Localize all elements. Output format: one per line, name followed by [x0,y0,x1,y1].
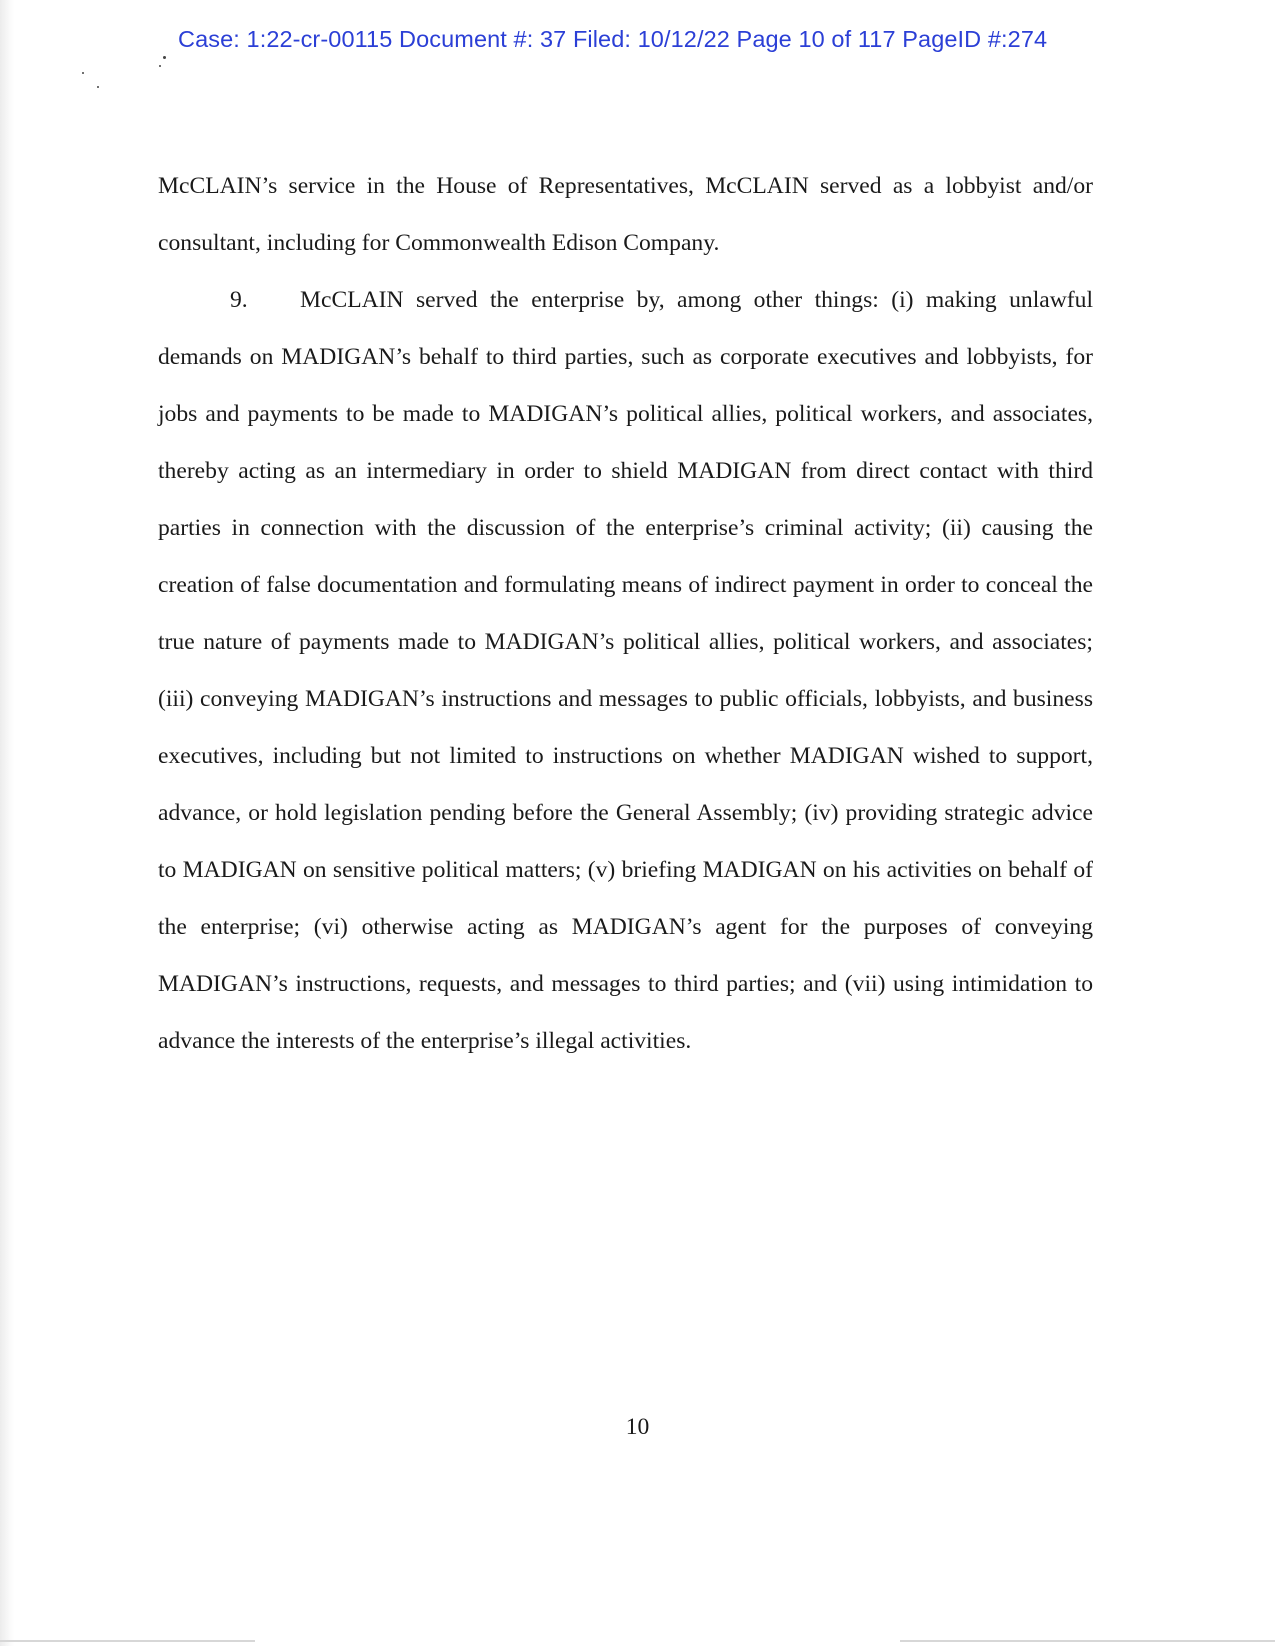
scan-speck [97,86,99,88]
paragraph-9 [158,272,1093,1070]
continuation-paragraph: McCLAIN’s service in the House of Representatives, McCLAIN served as a lobbyist and/or consultant, including for Commonwealth Edison Company. [158,173,1093,256]
page-number: 10 [625,1414,650,1440]
scan-bottom-edge [0,1640,255,1642]
scan-bottom-edge [900,1640,1275,1642]
body-text [158,158,1093,1070]
case-header-stamp: Case: 1:22-cr-00115 Document #: 37 Filed: 10/12/22 Page 10 of 117 PageID #:274 [178,26,1048,52]
paragraph-number: 9. [230,287,248,313]
paragraph-9-text: McCLAIN served the enterprise by, among other things: (i) making unlawful demands on MADIGAN’s behalf to third parties, such as corporate executives and lobbyists, for jobs and payments to be made to MADIGAN’s political allies, political workers, and associates, thereby acting as an intermediary in order to shield MADIGAN from direct contact with third parties in connection with the discussion of the enterprise’s criminal activity; (ii) causing the creation of false documentation and formulating means of indirect payment in order to conceal the true nature of payments made to MADIGAN’s political allies, political workers, and associates; (iii) conveying MADIGAN’s instructions and messages to public officials, lobbyists, and business executives, including but not limited to instructions on whether MADIGAN wished to support, advance, or hold legislation pending before the General Assembly; (iv) providing strategic advice to MADIGAN on sensitive political matters; (v) briefing MADIGAN on his activities on behalf of the enterprise; (vi) otherwise acting as MADIGAN’s agent for the purposes of conveying MADIGAN’s instructions, requests, and messages to third parties; and (vii) using intimidation to advance the interests of the enterprise’s illegal activities. [158,287,1093,1054]
scan-speck [163,56,166,59]
scan-speck [82,72,84,74]
scan-edge-shadow [0,0,14,1646]
scan-speck [159,65,161,67]
